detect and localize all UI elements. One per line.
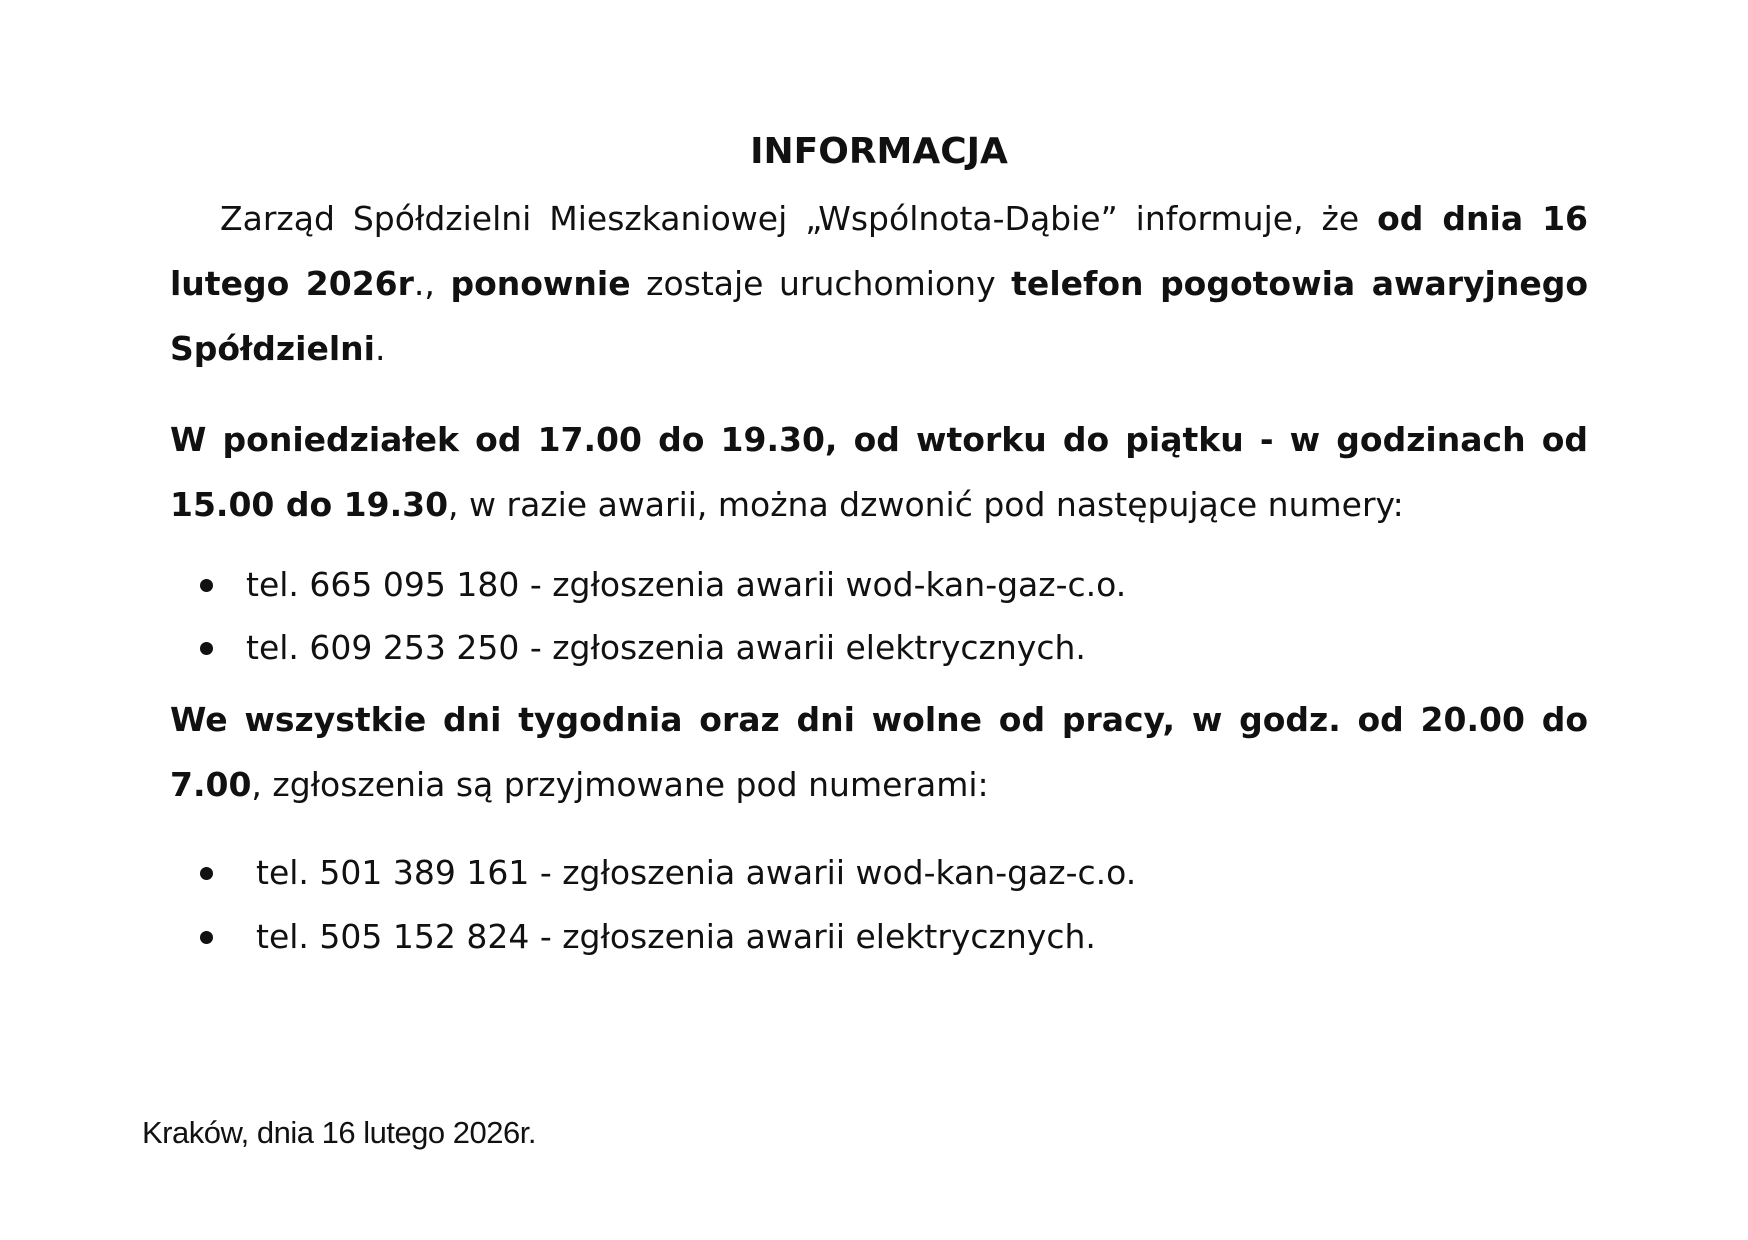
list-item bbox=[170, 841, 1588, 905]
bullet-icon bbox=[200, 931, 213, 944]
phone-entry: tel. 609 253 250 - zgłoszenia awarii elektrycznych. bbox=[246, 628, 1086, 667]
document-title: INFORMACJA bbox=[750, 131, 1008, 172]
intro-paragraph bbox=[170, 186, 1588, 381]
all-days-hours-paragraph bbox=[170, 687, 1588, 817]
intro-date: od dnia 16 lutego 2026r bbox=[170, 199, 1588, 303]
intro-text-2: ., bbox=[413, 264, 451, 303]
document-body bbox=[170, 122, 1588, 969]
place-date-footer: Kraków, dnia 16 lutego 2026r. bbox=[142, 1115, 536, 1150]
weekday-phone-list bbox=[170, 553, 1588, 679]
phone-entry: tel. 665 095 180 - zgłoszenia awarii wod-kan-gaz-c.o. bbox=[246, 565, 1127, 604]
list-item bbox=[170, 905, 1588, 969]
bullet-icon bbox=[200, 642, 213, 655]
list-item bbox=[170, 616, 1588, 679]
weekday-hours-text: , w razie awarii, można dzwonić pod następujące numery: bbox=[448, 485, 1404, 524]
intro-text-3: zostaje uruchomiony bbox=[630, 264, 1012, 303]
phone-entry: tel. 501 389 161 - zgłoszenia awarii wod-kan-gaz-c.o. bbox=[256, 853, 1137, 892]
all-days-hours-text: , zgłoszenia są przyjmowane pod numerami: bbox=[251, 765, 989, 804]
weekday-hours-paragraph bbox=[170, 407, 1588, 537]
phone-entry: tel. 505 152 824 - zgłoszenia awarii elektrycznych. bbox=[256, 917, 1096, 956]
intro-text-1: Zarząd Spółdzielni Mieszkaniowej „Wspólnota-Dąbie” informuje, że bbox=[220, 199, 1378, 238]
weekday-hours: W poniedziałek od 17.00 do 19.30, od wtorku do piątku - w godzinach od 15.00 do 19.30 bbox=[170, 420, 1588, 524]
all-days-phone-list bbox=[170, 841, 1588, 969]
all-days-hours: We wszystkie dni tygodnia oraz dni wolne od pracy, w godz. od 20.00 do 7.00 bbox=[170, 700, 1588, 804]
intro-text-4: . bbox=[374, 329, 386, 368]
list-item bbox=[170, 553, 1588, 616]
bullet-icon bbox=[200, 867, 213, 880]
intro-again: ponownie bbox=[450, 264, 631, 303]
bullet-icon bbox=[200, 579, 213, 592]
intro-phone-service: telefon pogotowia awaryjnego Spółdzielni bbox=[170, 264, 1588, 368]
